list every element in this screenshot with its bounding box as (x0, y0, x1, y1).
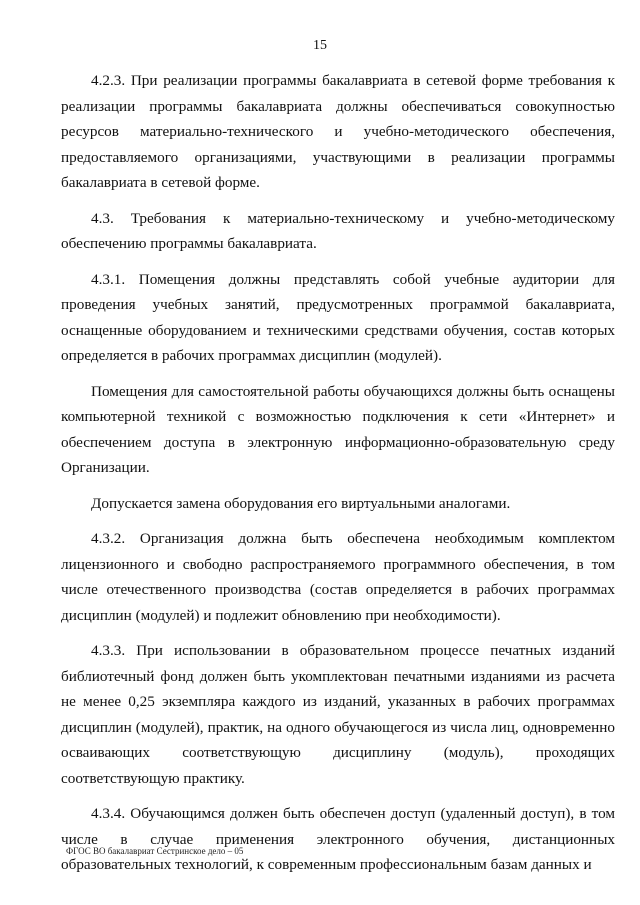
paragraph-4-3-4: 4.3.4. Обучающимся должен быть обеспечен доступ (удаленный доступ), в том числе в случае применения электронного обучения, дистанционных образовательных технологий, к современным профессиональным базам данных и (61, 805, 615, 873)
paragraph-4-2-3: 4.2.3. При реализации программы бакалавриата в сетевой форме требования к реализации программы бакалавриата должны обеспечиваться совокупностью ресурсов материально-технического и учебно-методического обеспечения, предоставляемого организациями, участвующими в реализации программы бакалавриата в сетевой форме. (61, 72, 615, 191)
paragraph-self-study-rooms: Помещения для самостоятельной работы обучающихся должны быть оснащены компьютерной техникой с возможностью подключения к сети «Интернет» и обеспечением доступа в электронную информационно-образовательную среду Организации. (61, 382, 615, 476)
paragraph-virtual-analogues: Допускается замена оборудования его виртуальными аналогами. (91, 494, 511, 512)
paragraph-4-3-2: 4.3.2. Организация должна быть обеспечена необходимым комплектом лицензионного и свободно распространяемого программного обеспечения, в том числе отечественного производства (состав определяется в рабочих программах дисциплин (модулей) и подлежит обновлению при необходимости). (61, 530, 615, 624)
paragraph-4-3-3: 4.3.3. При использовании в образовательном процессе печатных изданий библиотечный фонд должен быть укомплектован печатными изданиями из расчета не менее 0,25 экземпляра каждого из изданий, указанных в рабочих программах дисциплин (модулей), практик, на одного обучающегося из числа лиц, одновременно осваивающих соответствующую дисциплину (модуль), проходящих соответствующую практику. (61, 642, 615, 787)
page-number: 15 (313, 38, 327, 53)
page-footer: ФГОС ВО бакалавриат Сестринское дело – 05 (66, 846, 244, 856)
document-body (61, 68, 615, 888)
paragraph-4-3: 4.3. Требования к материально-техническому и учебно-методическому обеспечению программы бакалавриата. (61, 209, 615, 252)
paragraph-4-3-1: 4.3.1. Помещения должны представлять собой учебные аудитории для проведения учебных занятий, предусмотренных программой бакалавриата, оснащенные оборудованием и техническими средствами обучения, состав которых определяется в рабочих программах дисциплин (модулей). (61, 270, 615, 364)
